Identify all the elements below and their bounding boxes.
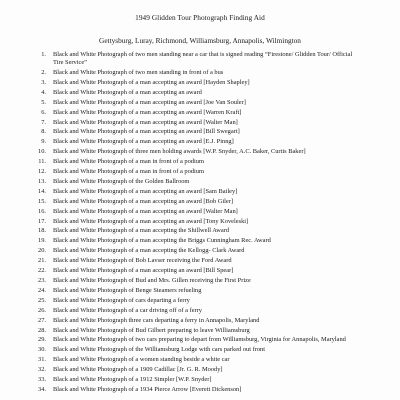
item-text: Black and White Photograph of a man accepting an award [Walter Man] [53, 207, 238, 215]
item-text: Black and White Photograph of a man accepting an award [Walter Man] [53, 118, 238, 126]
item-text: Black and White Photograph of a car driving off of a ferry [53, 306, 203, 314]
item-text: Black and White Photograph of a man accepting an award [Sam Bailey] [53, 187, 238, 195]
item-number: 4. [41, 88, 46, 96]
item-number: 19. [38, 237, 46, 245]
item-text: Black and White Photograph of Bob Lavser receiving the Ford Award [53, 257, 232, 265]
item-text: Black and White Photograph of a man accepting an award [Bill Spear] [53, 267, 234, 275]
list-item [0, 246, 400, 256]
item-number: 25. [38, 296, 46, 304]
item-text: Black and White Photograph of the Golden Ballroom [53, 177, 190, 185]
item-text: Black and White Photograph three cars departing a ferry in Annapolis, Maryland [53, 316, 260, 324]
item-text: Black and White Photograph of three men holding awards [W.P. Snyder, A.C. Baker, Curtis Baker] [53, 148, 306, 156]
list-item [0, 98, 400, 108]
item-number: 15. [38, 197, 46, 205]
item-text: Black and White Photograph of the Williamsburg Lodge with cars parked out front [53, 346, 266, 354]
item-number: 34. [38, 385, 46, 393]
list-item [0, 276, 400, 286]
item-text: Black and White Photograph of a man accepting an award [Warren Kraft] [53, 108, 242, 116]
list-item [0, 68, 400, 78]
item-text: Black and White Photograph of cars departing a ferry [53, 296, 190, 304]
item-text: Black and White Photograph of a man accepting the Briggs Cunningham Rec. Award [53, 237, 271, 245]
item-number: 21. [38, 257, 46, 265]
list-item [0, 345, 400, 355]
list-item [0, 375, 400, 385]
list-item [0, 266, 400, 276]
item-number: 26. [38, 306, 46, 314]
item-number: 33. [38, 376, 46, 384]
list-item [0, 108, 400, 118]
item-number: 12. [38, 168, 46, 176]
item-number: 10. [38, 148, 46, 156]
item-number: 5. [41, 98, 46, 106]
list-item [0, 167, 400, 177]
item-number: 23. [38, 277, 46, 285]
item-text: Black and White Photograph of a man accepting an award [Bob Giler] [53, 197, 234, 205]
item-number: 29. [38, 335, 46, 343]
item-text: Black and White Photograph of a man accepting an award [Tony Koveleski] [53, 217, 249, 225]
item-text: Black and White Photograph of a man accepting an award [Joe Van Souler] [53, 98, 246, 106]
list-item [0, 226, 400, 236]
item-number: 20. [38, 247, 46, 255]
item-number: 7. [41, 118, 46, 126]
item-number: 32. [38, 366, 46, 374]
list-item [0, 236, 400, 246]
item-number: 27. [38, 316, 46, 324]
item-number: 2. [41, 68, 46, 76]
list-item [0, 78, 400, 88]
item-number: 6. [41, 108, 46, 116]
list-item [0, 256, 400, 266]
document-title: 1949 Glidden Tour Photograph Finding Aid [135, 13, 265, 22]
item-number: 24. [38, 286, 46, 294]
list-item [0, 177, 400, 187]
item-text: Black and White Photograph of a man accepting the Shillwell Award [53, 227, 230, 235]
item-number: 28. [38, 326, 46, 334]
item-text: Black and White Photograph of a women standing beside a white car [53, 356, 230, 364]
item-text: Black and White Photograph of a man accepting an award [Hayden Shapley] [53, 78, 250, 86]
item-number: 16. [38, 207, 46, 215]
list-item [0, 207, 400, 217]
list-item [0, 326, 400, 336]
item-number: 11. [38, 158, 46, 166]
item-text: Black and White Photograph of Bud Gilbert preparing to leave Williamsburg [53, 326, 250, 334]
item-text: Black and White Photograph of two men standing in front of a bus [53, 68, 224, 76]
list-item [0, 127, 400, 137]
item-text: Black and White Photograph of a 1912 Simpler [W.P. Snyder] [53, 376, 212, 384]
item-text: Black and White Photograph of two cars preparing to depart from Williamsburg, Virginia for Annapolis, Maryland [53, 335, 346, 343]
list-item [0, 296, 400, 306]
list-item [0, 306, 400, 316]
list-item [0, 316, 400, 326]
list-item [0, 217, 400, 227]
item-number: 18. [38, 227, 46, 235]
item-number: 17. [38, 217, 46, 225]
list-item [0, 137, 400, 147]
item-text: Black and White Photograph of a man in front of a podium [53, 158, 204, 166]
item-number: 22. [38, 267, 46, 275]
item-text: Black and White Photograph of a man accepting an award [53, 88, 202, 96]
item-text: Black and White Photograph of a man accepting an award [E.J. Pinng] [53, 138, 234, 146]
item-number: 9. [41, 138, 46, 146]
item-text: Black and White Photograph of a man in front of a podium [53, 168, 204, 176]
list-item [0, 50, 400, 68]
item-number: 14. [38, 187, 46, 195]
item-number: 30. [38, 346, 46, 354]
list-item [0, 118, 400, 128]
list-item [0, 88, 400, 98]
item-text: Black and White Photograph of Bud and Mrs. Gillen receiving the First Prize [53, 277, 251, 285]
document-subtitle: Gettysburg, Luray, Richmond, Williamsburg, Annapolis, Wilmington [99, 36, 301, 45]
item-text: Black and White Photograph of a man accepting an award [Bill Swegart] [53, 128, 240, 136]
list-item [0, 385, 400, 395]
item-text: Black and White Photograph of a 1909 Cadillac [Jr. G. R. Moody] [53, 366, 223, 374]
item-number: 3. [41, 78, 46, 86]
list-item [0, 157, 400, 167]
list-item [0, 335, 400, 345]
item-number: 13. [38, 177, 46, 185]
item-number: 1. [41, 50, 46, 58]
list-item [0, 187, 400, 197]
item-number: 8. [41, 128, 46, 136]
list-item [0, 286, 400, 296]
list-item [0, 147, 400, 157]
list-item [0, 365, 400, 375]
photograph-list [0, 50, 400, 395]
list-item [0, 355, 400, 365]
item-text: Black and White Photograph of Benge Steamers refueling [53, 286, 202, 294]
list-item [0, 197, 400, 207]
item-number: 31. [38, 356, 46, 364]
item-text: Black and White Photograph of two men standing near a car that is signed reading “Firestone/ Glidden Tour/ Official Tire Service” [53, 50, 353, 66]
item-text: Black and White Photograph of a man accepting the Kellogg- Clark Award [53, 247, 245, 255]
item-text: Black and White Photograph of a 1934 Pierce Arrow [Everett Dickenson] [53, 385, 242, 393]
